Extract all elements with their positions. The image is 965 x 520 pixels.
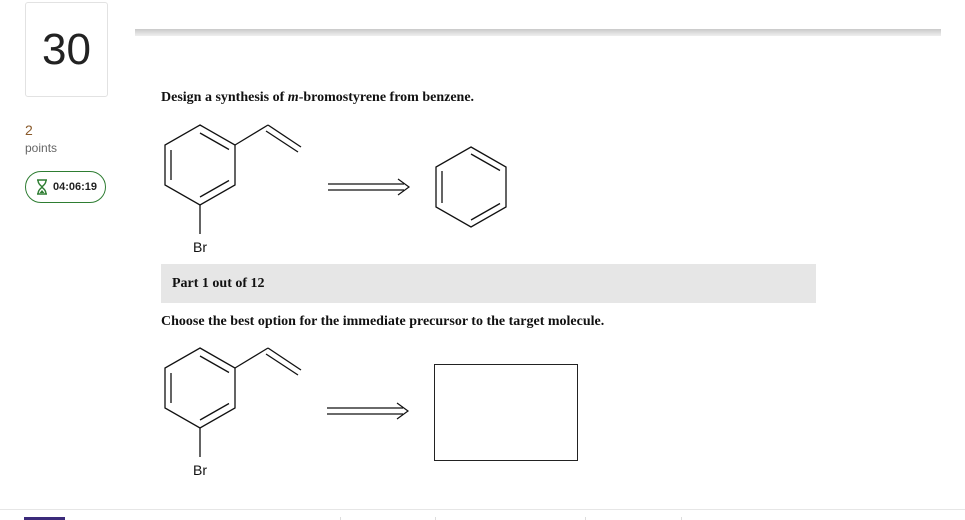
question-number: 30 bbox=[42, 24, 91, 74]
part-instruction: Choose the best option for the immediate precursor to the target molecule. bbox=[161, 314, 605, 329]
bromine-label: Br bbox=[193, 239, 207, 255]
benzene-structure bbox=[430, 144, 512, 234]
points-label: points bbox=[25, 141, 58, 155]
retrosynthesis-arrow-icon bbox=[325, 402, 411, 422]
top-divider-bar bbox=[135, 29, 941, 36]
bromine-label: Br bbox=[193, 462, 207, 478]
timer-badge[interactable] bbox=[25, 171, 106, 203]
hourglass-icon bbox=[36, 179, 48, 195]
prompt-italic: m bbox=[287, 90, 299, 105]
points-value: 2 bbox=[25, 122, 33, 138]
target-molecule-structure bbox=[155, 341, 315, 486]
question-prompt bbox=[161, 90, 474, 106]
part-label: Part 1 out of 12 bbox=[172, 275, 265, 291]
retrosynthesis-arrow-icon bbox=[326, 178, 412, 198]
part-header bbox=[161, 264, 816, 303]
question-number-box bbox=[25, 2, 108, 97]
prompt-prefix: Design a synthesis of bbox=[161, 90, 288, 105]
prompt-suffix: -bromostyrene from benzene. bbox=[298, 90, 475, 105]
precursor-answer-box[interactable] bbox=[434, 364, 578, 461]
bottom-divider bbox=[0, 509, 965, 510]
target-molecule-structure bbox=[155, 118, 315, 263]
timer-text: 04:06:19 bbox=[53, 181, 98, 193]
